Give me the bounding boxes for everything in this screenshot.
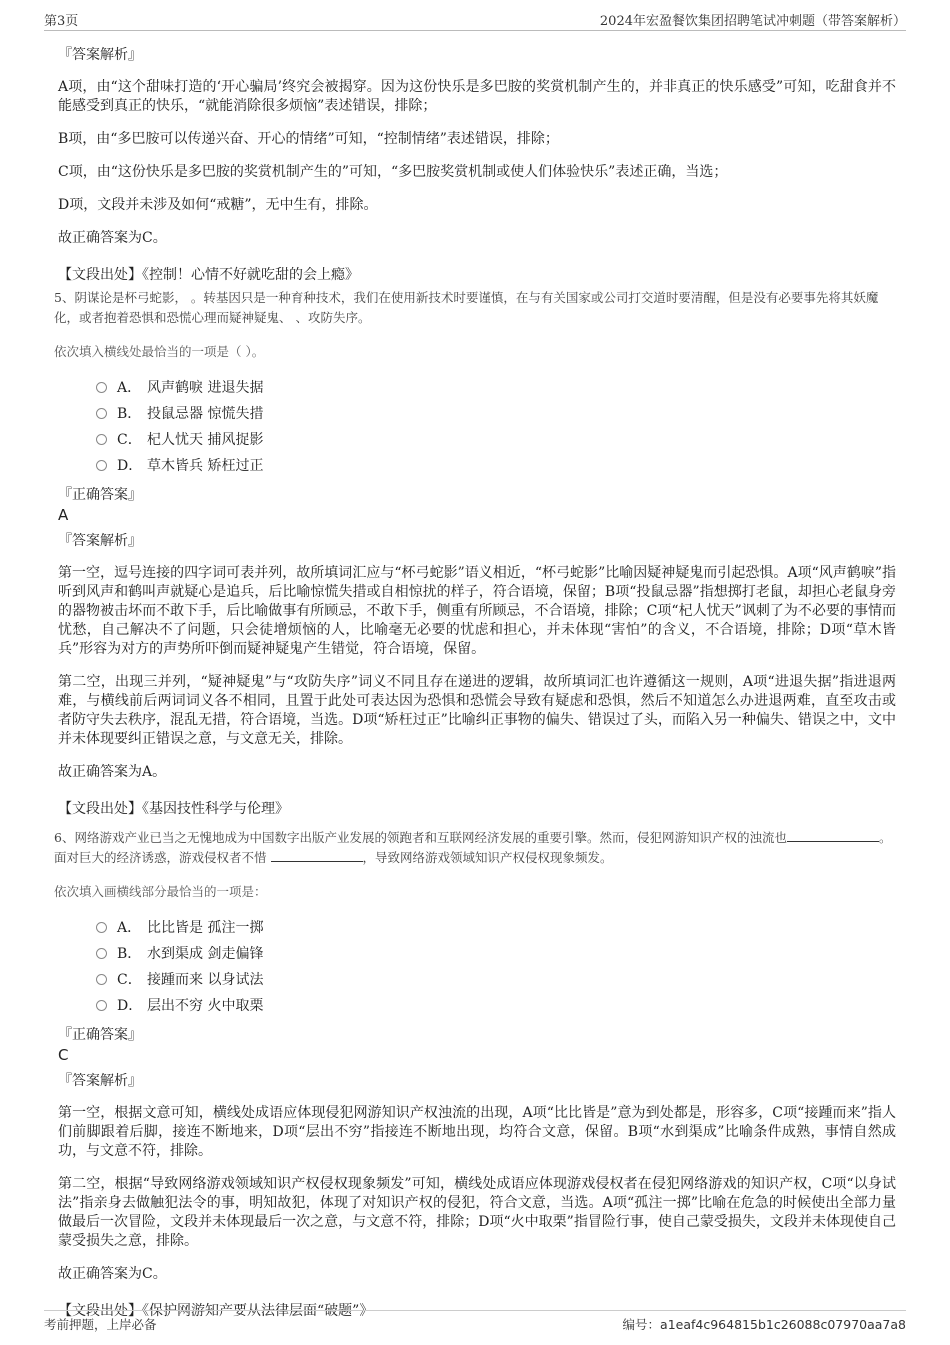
- analysis-paragraph: 第二空，根据“导致网络游戏领域知识产权侵权现象频发”可知，横线处成语应体现游戏侵权者在侵犯网络游戏的知识产权，C项“以身试法”指亲身去做触犯法令的事，明知故犯，体现了对知识产权的侵犯，符合文意，当选。A项“孤注一掷”比喻在危急的时候使出全部力量做最后一次冒险，文段并未体现最后一次之意，与文意不符，排除；D项“火中取栗”指冒险行事，使自己蒙受损失，文段并未体现使自己蒙受损失之意，排除。: [58, 1176, 896, 1249]
- analysis-paragraph: 第一空，根据文意可知，横线处成语应体现侵犯网游知识产权浊流的出现，A项“比比皆是”意为到处都是，形容多，C项“接踵而来”指人们前脚跟着后脚，接连不断地来，D项“层出不穷”指接连不断地出现，均符合文意，保留。B项“水到渠成”比喻条件成熟，事情自然成功，与文意不符，排除。: [58, 1105, 896, 1159]
- option-b[interactable]: B． 投鼠忌器 惊慌失措: [96, 400, 896, 426]
- correct-answer: A: [58, 506, 69, 524]
- radio-icon[interactable]: [96, 434, 107, 445]
- passage-source: 【文段出处】《基因技性科学与伦理》: [58, 801, 289, 817]
- option-d[interactable]: D． 层出不穷 火中取栗: [96, 992, 896, 1018]
- blank-line: [787, 829, 879, 842]
- blank-line: [271, 849, 363, 862]
- question-5-options: [96, 374, 896, 478]
- radio-icon[interactable]: [96, 408, 107, 419]
- option-c[interactable]: C． 杞人忧天 捕风捉影: [96, 426, 896, 452]
- document-code: 编号：a1eaf4c964815b1c26088c07970aa7a8: [622, 1317, 906, 1332]
- radio-icon[interactable]: [96, 948, 107, 959]
- option-c[interactable]: C． 接踵而来 以身试法: [96, 966, 896, 992]
- analysis-paragraph: 第一空，逗号连接的四字词可表并列，故所填词汇应与“杯弓蛇影”语义相近，“杯弓蛇影”比喻因疑神疑鬼而引起恐惧。A项“风声鹤唳”指听到风声和鹤叫声就疑心是追兵，后比喻惊慌失措或自相惊扰的样子，符合语境，保留；B项“投鼠忌器”指想掷打老鼠，却担心老鼠身旁的器物被击坏而不敢下手，后比喻做事有所顾忌，不敢下手，侧重有所顾忌，不合语境，排除；C项“杞人忧天”讽刺了为不必要的事情而忧愁，自己解决不了问题，只会徒增烦恼的人，比喻毫无必要的忧虑和担心，并未体现“害怕”的含义，不合语境，排除；D项“草木皆兵”形容为对方的声势所吓倒而疑神疑鬼产生错觉，符合语境，保留。: [58, 565, 896, 657]
- correct-answer-label: 『正确答案』: [58, 1027, 142, 1043]
- conclusion: 故正确答案为A。: [58, 764, 167, 780]
- correct-answer: C: [58, 1046, 69, 1064]
- analysis-paragraph: B项，由“多巴胺可以传递兴奋、开心的情绪”可知，“控制情绪”表述错误，排除；: [58, 131, 559, 147]
- conclusion: 故正确答案为C。: [58, 1266, 167, 1282]
- document-title: 2024年宏盈餐饮集团招聘笔试冲刺题（带答案解析）: [599, 13, 906, 29]
- option-a[interactable]: A． 风声鹤唳 进退失据: [96, 374, 896, 400]
- conclusion: 故正确答案为C。: [58, 230, 167, 246]
- option-a[interactable]: A． 比比皆是 孤注一掷: [96, 914, 896, 940]
- analysis-paragraph: C项，由“这份快乐是多巴胺的奖赏机制产生的”可知，“多巴胺奖赏机制或使人们体验快乐”表述正确，当选；: [58, 164, 728, 180]
- question-6-text: 6、网络游戏产业已当之无愧地成为中国数字出版产业发展的领跑者和互联网经济发展的重要引擎。然而，侵犯网游知识产权的浊流也 。面对巨大的经济诱惑，游戏侵权者不惜 ，导致网络游戏领域知识产权侵权现象频发。: [54, 830, 892, 865]
- radio-icon[interactable]: [96, 922, 107, 933]
- radio-icon[interactable]: [96, 1000, 107, 1011]
- radio-icon[interactable]: [96, 974, 107, 985]
- analysis-paragraph: 第二空，出现三并列，“疑神疑鬼”与“攻防失序”词义不同且存在递进的逻辑，故所填词汇也许遵循这一规则，A项“进退失据”指进退两难，与横线前后两词词义各不相同，且置于此处可表达因为恐惧和恐慌会导致有疑虑和恐惧，然后不知道怎么办进退两难，直至攻击或者防守失去秩序，混乱无措，符合语境，当选。D项“矫枉过正”比喻纠正事物的偏失、错误过了头，而陷入另一种偏失、错误之中，文中并未体现要纠正错误之意，与文意无关，排除。: [58, 674, 896, 747]
- page-footer: [44, 1310, 906, 1335]
- footer-slogan: 考前押题，上岸必备: [44, 1317, 157, 1332]
- analysis-label: 『答案解析』: [58, 47, 142, 63]
- question-6-prompt: 依次填入画横线部分最恰当的一项是：: [54, 884, 267, 899]
- analysis-paragraph: D项，文段并未涉及如何“戒糖”，无中生有，排除。: [58, 197, 378, 213]
- option-b[interactable]: B． 水到渠成 剑走偏锋: [96, 940, 896, 966]
- correct-answer-label: 『正确答案』: [58, 487, 142, 503]
- analysis-label: 『答案解析』: [58, 533, 142, 549]
- question-5-text: 5、阴谋论是杯弓蛇影， 。转基因只是一种育种技术，我们在使用新技术时要谨慎，在与有关国家或公司打交道时要清醒，但是没有必要事先将其妖魔化，或者抱着恐惧和恐慌心理而疑神疑鬼、 、攻防失序。: [54, 290, 879, 325]
- page-content: [54, 44, 896, 1320]
- question-6-options: [96, 914, 896, 1018]
- radio-icon[interactable]: [96, 460, 107, 471]
- radio-icon[interactable]: [96, 382, 107, 393]
- option-d[interactable]: D． 草木皆兵 矫枉过正: [96, 452, 896, 478]
- page-number: 第3页: [44, 13, 79, 29]
- question-5-prompt: 依次填入横线处最恰当的一项是（ ）。: [54, 344, 265, 359]
- passage-source: 【文段出处】《保护网游知产要从法律层面“破题”》: [58, 1303, 374, 1319]
- analysis-label: 『答案解析』: [58, 1073, 142, 1089]
- page-header: [44, 8, 906, 31]
- passage-source: 【文段出处】《控制！心情不好就吃甜的会上瘾》: [58, 267, 359, 283]
- analysis-paragraph: A项，由“这个甜味打造的‘开心骗局’终究会被揭穿。因为这份快乐是多巴胺的奖赏机制产生的，并非真正的快乐感受”可知，吃甜食并不能感受到真正的快乐，“就能消除很多烦恼”表述错误，排除；: [58, 79, 896, 114]
